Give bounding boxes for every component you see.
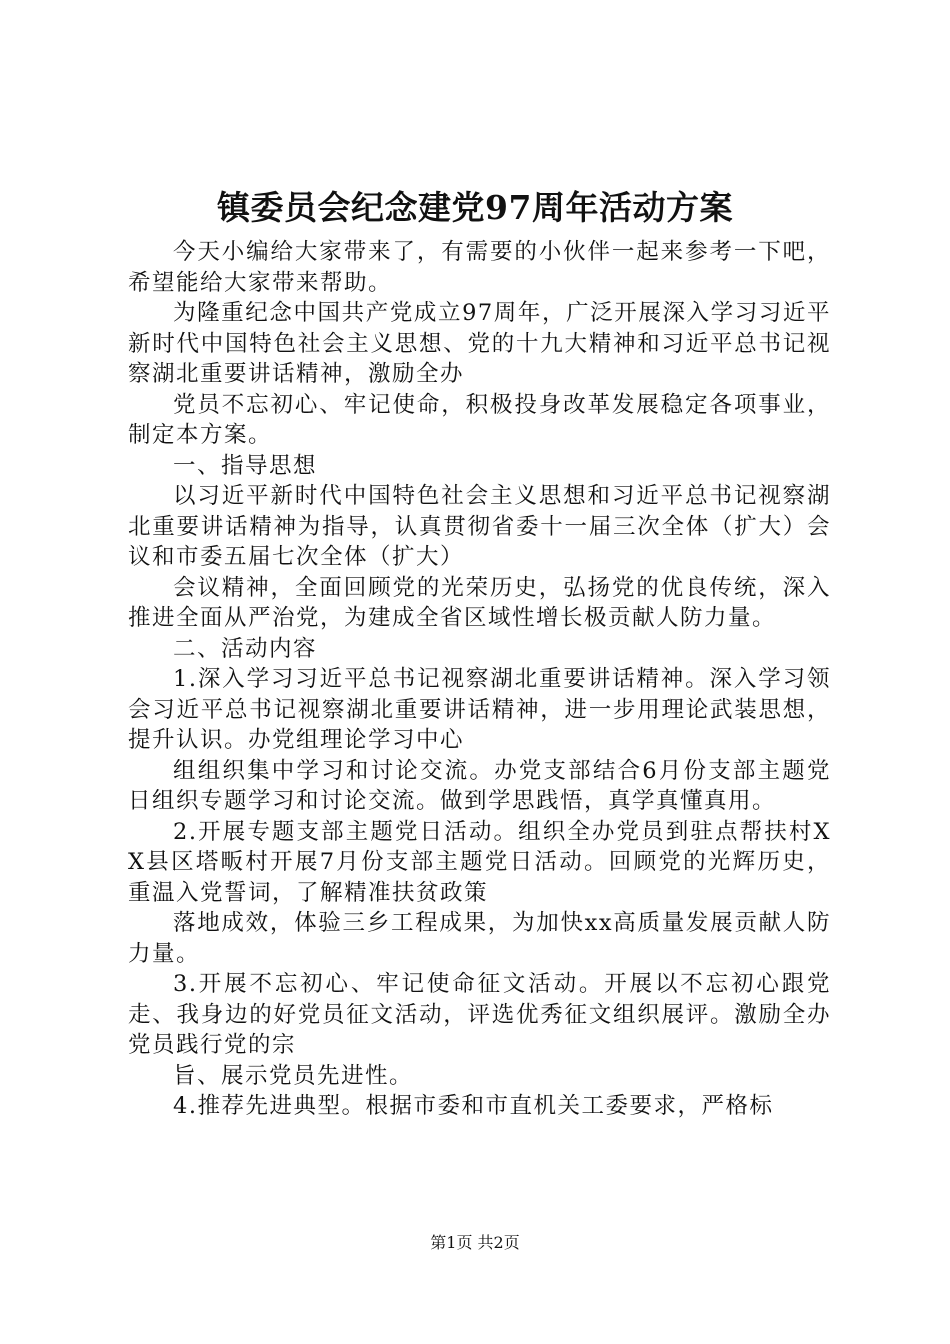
paragraph-guiding-thought-cont: 会议精神，全面回顾党的光荣历史，弘扬党的优良传统，深入推进全面从严治党，为建成全省区域性增长极贡献人防力量。 (128, 574, 831, 631)
paragraph-activity-2-cont: 落地成效，体验三乡工程成果，为加快xx高质量发展贡献人防力量。 (128, 910, 831, 967)
document-body (128, 237, 831, 1122)
paragraph-activity-4: 4.推荐先进典型。根据市委和市直机关工委要求，严格标 (173, 1093, 774, 1119)
paragraph-purpose-cont: 党员不忘初心、牢记使命，积极投身改革发展稳定各项事业，制定本方案。 (128, 391, 831, 448)
paragraph-activity-1-cont: 组组织集中学习和讨论交流。办党支部结合6月份支部主题党日组织专题学习和讨论交流。做到学思践悟，真学真懂真用。 (128, 757, 831, 814)
section-heading-guiding-thought: 一、指导思想 (173, 452, 318, 479)
paragraph-activity-3-cont: 旨、展示党员先进性。 (173, 1062, 414, 1089)
paragraph-guiding-thought: 以习近平新时代中国特色社会主义思想和习近平总书记视察湖北重要讲话精神为指导，认真贯彻省委十一届三次全体（扩大）会议和市委五届七次全体（扩大） (128, 483, 831, 570)
paragraph-purpose: 为隆重纪念中国共产党成立97周年，广泛开展深入学习习近平新时代中国特色社会主义思想、党的十九大精神和习近平总书记视察湖北重要讲话精神，激励全办 (128, 300, 831, 387)
paragraph-activity-1: 1.深入学习习近平总书记视察湖北重要讲话精神。深入学习领会习近平总书记视察湖北重要讲话精神，进一步用理论武装思想，提升认识。办党组理论学习中心 (128, 666, 831, 753)
paragraph-activity-3: 3.开展不忘初心、牢记使命征文活动。开展以不忘初心跟党走、我身边的好党员征文活动，评选优秀征文组织展评。激励全办党员践行党的宗 (128, 971, 831, 1058)
paragraph-intro: 今天小编给大家带来了，有需要的小伙伴一起来参考一下吧，希望能给大家带来帮助。 (128, 239, 831, 296)
section-heading-activities: 二、活动内容 (173, 635, 318, 662)
page-footer: 第1页 共2页 (430, 1233, 520, 1252)
paragraph-activity-2: 2.开展专题支部主题党日活动。组织全办党员到驻点帮扶村XX县区塔畈村开展7月份支部主题党日活动。回顾党的光辉历史，重温入党誓词，了解精准扶贫政策 (128, 818, 831, 906)
document-title: 镇委员会纪念建党97周年活动方案 (217, 188, 733, 227)
